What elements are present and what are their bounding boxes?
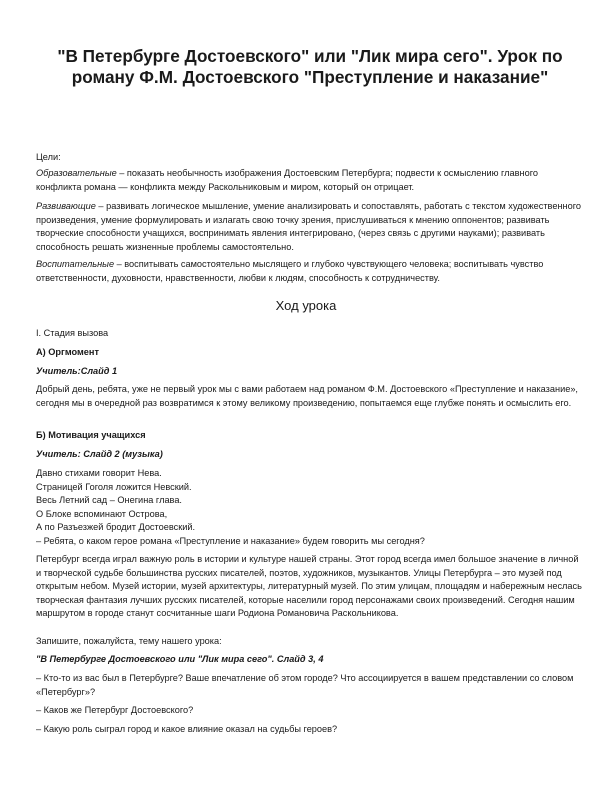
goal-developing-text: – развивать логическое мышление, умение анализировать и сопоставлять, работать с текстом художественного произведения, умение формулировать и излагать свою точку зрения, прислушиваться к мнению оппонентов; развивать творческие способности учащихся, воспринимать явления интегрировано, (через связь с другими науками); развивать способность решать жизненные проблемы самостоятельно. (36, 201, 581, 252)
write-topic-prompt: Запишите, пожалуйста, тему нашего урока: (36, 636, 222, 646)
goal-educational (36, 167, 584, 194)
goal-developing-term: Развивающие (36, 201, 96, 211)
goal-upbringing (36, 258, 584, 285)
teacher-slide-2: Учитель: Слайд 2 (музыка) (36, 449, 163, 459)
greeting-paragraph: Добрый день, ребята, уже не первый урок мы с вами работаем над романом Ф.М. Достоевского «Преступление и наказание», сегодня мы в очередной раз возвратимся к этому великому произведению, попытаемся еще глубже понять и осмыслить его. (36, 384, 578, 408)
goal-upbringing-term: Воспитательные (36, 259, 115, 269)
goal-developing (36, 200, 584, 254)
teacher-slide-1: Учитель:Слайд 1 (36, 366, 118, 376)
poem-line: Весь Летний сад – Онегина глава. (36, 495, 182, 505)
question-3: – Какую роль сыграл город и какое влияние оказал на судьбы героев? (36, 724, 338, 734)
poem-line: А по Разъезжей бродит Достоевский. (36, 522, 196, 532)
poem-line: Давно стихами говорит Нева. (36, 468, 162, 478)
goal-upbringing-text: – воспитывать самостоятельно мыслящего и глубоко чувствующего человека; воспитывать чувство ответственности, духовности, нравственности, любви к людям, способность к сотрудничеству. (36, 259, 544, 283)
goals-label: Цели: (36, 152, 61, 162)
goal-educational-text: – показать необычность изображения Достоевским Петербурга; подвести к осмыслению главного конфликта романа — конфликта между Раскольниковым и миром, который он отрицает. (36, 168, 538, 192)
question-2: – Каков же Петербург Достоевского? (36, 705, 194, 715)
poem-line: Страницей Гоголя ложится Невский. (36, 481, 192, 492)
topic-slide-heading: "В Петербурге Достоевского или "Лик мира сего". Слайд 3, 4 (36, 654, 324, 664)
question-1: – Кто-то из вас был в Петербурге? Ваше впечатление об этом городе? Что ассоциируется в вашем представлении со словом «Петербург»? (36, 673, 574, 697)
poem-line: О Блоке вспоминают Острова, (36, 508, 168, 519)
goal-educational-term: Образовательные (36, 168, 117, 178)
section-a-heading: А) Оргмомент (36, 347, 99, 357)
document-title: "В Петербурге Достоевского" или "Лик мира сего". Урок по роману Ф.М. Достоевского "Преступление и наказание" (57, 46, 563, 87)
stage-heading: I. Стадия вызова (36, 328, 109, 338)
poem-question: – Ребята, о каком герое романа «Преступление и наказание» будем говорить мы сегодня? (36, 535, 425, 546)
lesson-heading: Ход урока (275, 298, 337, 313)
section-b-heading: Б) Мотивация учащихся (36, 430, 146, 440)
petersburg-paragraph: Петербург всегда играл важную роль в истории и культуре нашей страны. Этот город всегда имел большое значение в личной и творческой судьбе большинства русских писателей, поэтов, художников, музыкантов. Улицы Петербурга – это музей под открытым небом. Музей истории, музей архитектуры, литературный музей. По этим улицам, площадям и набережным неслась творческая фантазия лучших русских писателей, которые населили город персонажами своих произведений. Сегодня нашим маршрутом в городе станут сосчитанные шаги Родиона Романовича Раскольникова. (36, 554, 582, 618)
